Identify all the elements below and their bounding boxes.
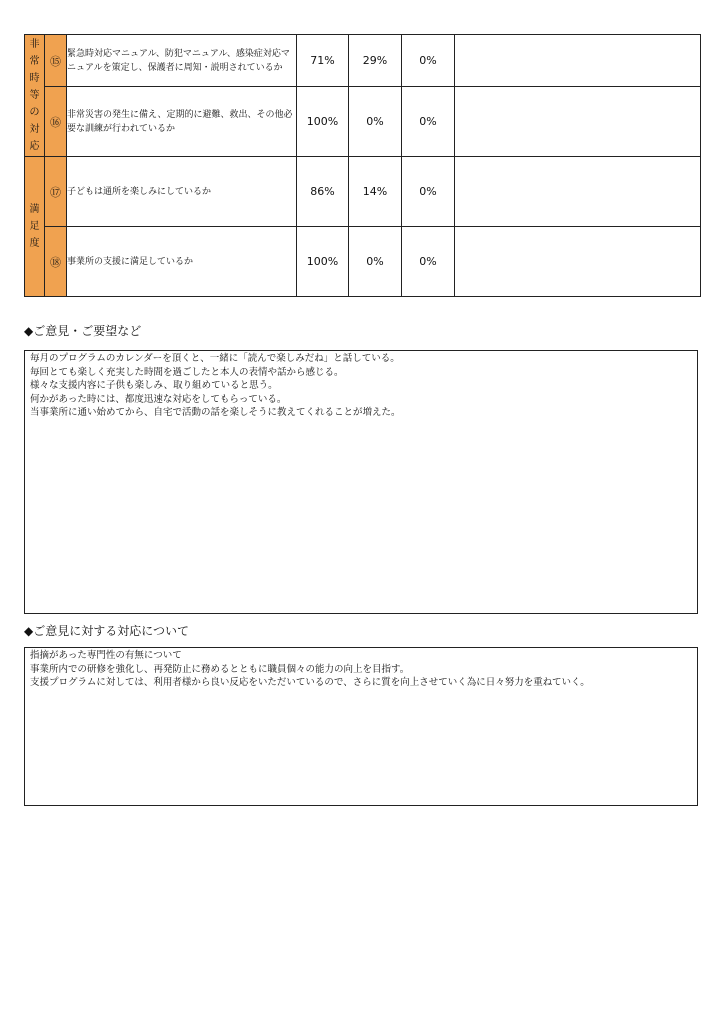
opinion-line: 毎回とても楽しく充実した時間を過ごしたと本人の表情や話から感じる。 <box>30 366 344 378</box>
question-text: 事業所の支援に満足しているか <box>67 227 297 297</box>
no-percent: 0% <box>402 157 455 227</box>
no-percent: 0% <box>402 87 455 157</box>
note-cell <box>455 227 701 297</box>
table-row <box>25 227 701 297</box>
question-number: ⑯ <box>45 87 67 157</box>
question-number: ⑱ <box>45 227 67 297</box>
responses-heading: ◆ご意見に対する対応について <box>24 624 189 638</box>
neutral-percent: 14% <box>349 157 402 227</box>
note-cell <box>455 35 701 87</box>
responses-box <box>24 647 698 806</box>
response-line: 支援プログラムに対しては、利用者様から良い反応をいただいているので、さらに質を向上させていく為に日々努力を重ねていく。 <box>30 677 590 688</box>
opinion-line: 当事業所に通い始めてから、自宅で活動の話を楽しそうに教えてくれることが増えた。 <box>30 407 401 418</box>
question-text: 非常災害の発生に備え、定期的に避難、救出、その他必要な訓練が行われているか <box>67 87 297 157</box>
question-text: 子どもは通所を楽しみにしているか <box>67 157 297 227</box>
opinion-line: 様々な支援内容に子供も楽しみ、取り組めていると思う。 <box>30 380 278 391</box>
table-row <box>25 157 701 227</box>
yes-percent: 71% <box>297 35 349 87</box>
question-number: ⑮ <box>45 35 67 87</box>
neutral-percent: 0% <box>349 227 402 297</box>
opinions-box <box>24 350 698 614</box>
category-emergency: 非 常 時 等 の 対 応 <box>25 35 45 157</box>
table-row <box>25 35 701 87</box>
neutral-percent: 29% <box>349 35 402 87</box>
note-cell <box>455 87 701 157</box>
question-text: 緊急時対応マニュアル、防犯マニュアル、感染症対応マニュアルを策定し、保護者に周知・説明されているか <box>67 35 297 87</box>
response-line: 指摘があった専門性の有無について <box>30 650 182 661</box>
category-satisfaction: 満 足 度 <box>25 157 45 297</box>
opinion-line: 何かがあった時には、都度迅速な対応をしてもらっている。 <box>30 393 287 405</box>
question-number: ⑰ <box>45 157 67 227</box>
note-cell <box>455 157 701 227</box>
yes-percent: 100% <box>297 87 349 157</box>
response-line: 事業所内での研修を強化し、再発防止に務めるとともに職員個々の能力の向上を目指す。 <box>30 663 410 675</box>
opinions-heading: ◆ご意見・ご要望など <box>24 324 142 338</box>
evaluation-table <box>24 34 701 297</box>
yes-percent: 86% <box>297 157 349 227</box>
yes-percent: 100% <box>297 227 349 297</box>
neutral-percent: 0% <box>349 87 402 157</box>
table-row <box>25 87 701 157</box>
no-percent: 0% <box>402 35 455 87</box>
opinion-line: 毎月のプログラムのカレンダーを頂くと、一緒に「読んで楽しみだね」と話している。 <box>30 353 400 364</box>
no-percent: 0% <box>402 227 455 297</box>
